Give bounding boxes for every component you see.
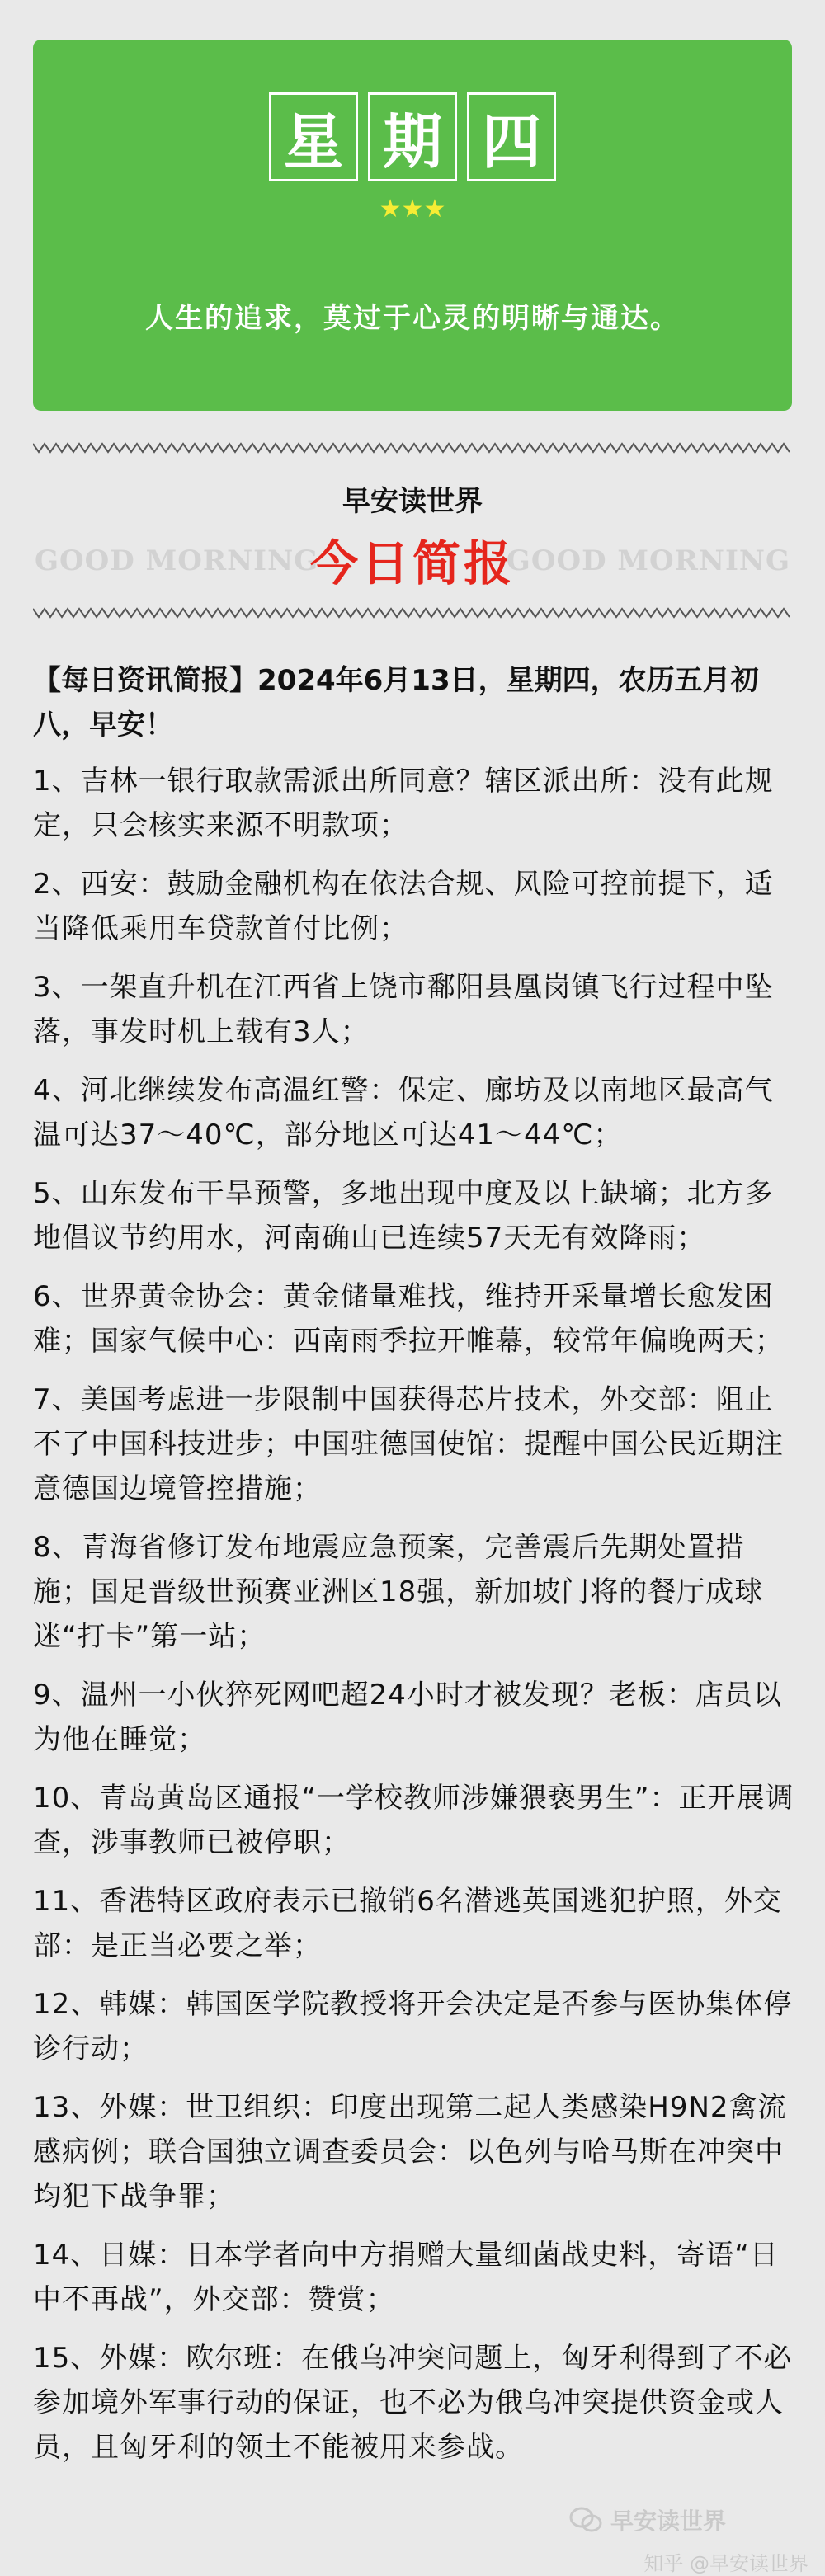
news-item: 3、一架直升机在江西省上饶市鄱阳县凰岗镇飞行过程中坠落，事发时机上载有3人； [33,971,774,1048]
news-item: 12、韩媒：韩国医学院教授将开会决定是否参与医协集体停诊行动； [33,1988,793,2065]
account-watermark [569,2503,726,2536]
wechat-icon [569,2506,602,2534]
zigzag-divider-bottom [33,607,792,619]
news-item: 9、温州一小伙猝死网吧超24小时才被发现？老板：店员以为他在睡觉； [33,1679,782,1756]
news-item: 11、香港特区政府表示已撤销6名潜逃英国逃犯护照，外交部：是正当必要之举； [33,1885,782,1962]
news-item: 14、日媒：日本学者向中方捐赠大量细菌战史料，寄语“日中不再战”，外交部：赞赏； [33,2239,779,2316]
news-item: 5、山东发布干旱预警，多地出现中度及以上缺墒；北方多地倡议节约用水，河南确山已连续57天无有效降雨； [33,1177,774,1255]
news-content [33,658,795,2484]
motto-text: 人生的追求，莫过于心灵的明晰与通达。 [145,302,680,335]
news-headline: 【每日资讯简报】2024年6月13日，星期四，农历五月初八，早安！ [33,664,759,742]
brief-title: 今日简报 [309,535,515,591]
weekday-char: 四 [467,92,556,181]
zigzag-divider-top [33,442,792,454]
good-morning-left: GOOD MORNING [35,544,319,577]
source-watermark: 知乎 @早安读世界 [644,2552,808,2575]
news-item: 15、外媒：欧尔班：在俄乌冲突问题上，匈牙利得到了不必参加境外军事行动的保证，也不必为俄乌冲突提供资金或人员，且匈牙利的领土不能被用来参战。 [33,2342,793,2464]
weekday-title [269,92,556,181]
brand-name: 早安读世界 [342,485,483,518]
weekday-char: 期 [368,92,457,181]
account-watermark-text: 早安读世界 [610,2508,727,2535]
news-item: 4、河北继续发布高温红警：保定、廊坊及以南地区最高气温可达37～40℃，部分地区可达41～44℃； [33,1074,774,1151]
news-item: 7、美国考虑进一步限制中国获得芯片技术，外交部：阻止不了中国科技进步；中国驻德国使馆：提醒中国公民近期注意德国边境管控措施； [33,1383,784,1505]
news-item: 10、青岛黄岛区通报“一学校教师涉嫌猥亵男生”：正开展调查，涉事教师已被停职； [33,1782,794,1859]
news-item: 2、西安：鼓励金融机构在依法合规、风险可控前提下，适当降低乘用车贷款首付比例； [33,868,774,945]
header-card [33,40,792,411]
good-morning-right: GOOD MORNING [506,544,790,577]
weekday-char: 星 [269,92,358,181]
news-item: 6、世界黄金协会：黄金储量难找，维持开采量增长愈发困难；国家气候中心：西南雨季拉开帷幕，较常年偏晚两天； [33,1280,784,1358]
news-item: 13、外媒：世卫组织：印度出现第二起人类感染H9N2禽流感病例；联合国独立调查委员会：以色列与哈马斯在冲突中均犯下战争罪； [33,2091,787,2213]
star-icons: ★★★ [379,195,446,224]
news-item: 1、吉林一银行取款需派出所同意？辖区派出所：没有此规定，只会核实来源不明款项； [33,765,774,842]
news-item: 8、青海省修订发布地震应急预案，完善震后先期处置措施；国足晋级世预赛亚洲区18强，新加坡门将的餐厅成球迷“打卡”第一站； [33,1531,764,1653]
